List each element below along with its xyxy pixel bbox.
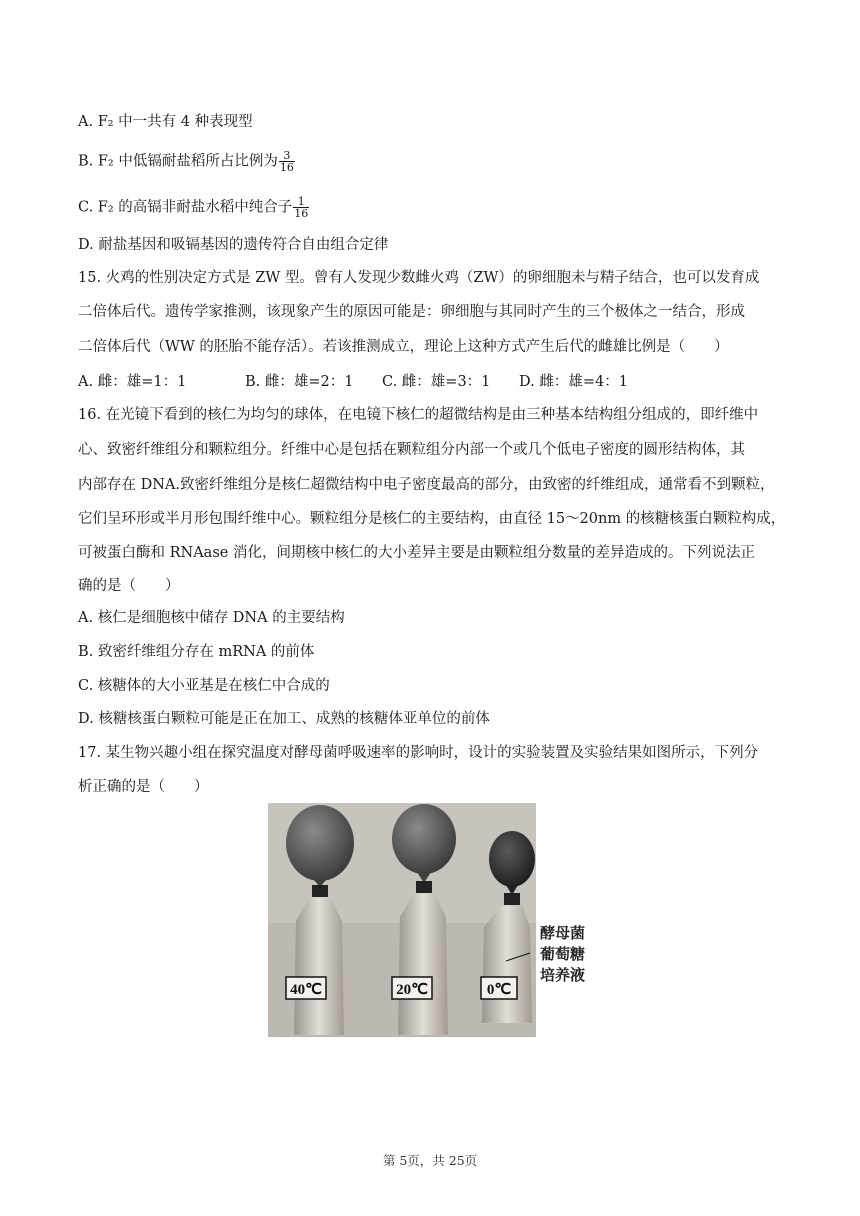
- page-footer: 第 5页，共 25页: [382, 1153, 478, 1168]
- bottle-cap: [504, 893, 520, 905]
- q15-stem-line: 二倍体后代（WW 的胚胎不能存活）。若该推测成立，理论上这种方式产生后代的雌雄比例是（ ）: [78, 339, 729, 355]
- fraction-numerator: 3: [283, 149, 291, 162]
- annotation-line: 酵母菌: [540, 924, 586, 942]
- annotation-line: 葡萄糖: [540, 945, 586, 963]
- temp-label-0c: 0℃: [486, 982, 512, 998]
- q16-stem-line: 确的是（ ）: [78, 578, 180, 594]
- bottle-cap: [312, 885, 328, 897]
- annotation-line: 培养液: [540, 966, 586, 984]
- q16-stem-line: 内部存在 DNA.致密纤维组分是核仁超微结构中电子密度最高的部分，由致密的纤维组成，通常看不到颗粒，: [78, 477, 775, 493]
- q15-option-b: B. 雌：雄=2：1: [245, 374, 354, 390]
- q16-option-c: C. 核糖体的大小亚基是在核仁中合成的: [78, 678, 330, 694]
- q15-stem-line: 二倍体后代。遗传学家推测，该现象产生的原因可能是：卵细胞与其同时产生的三个极体之一结合，形成: [78, 304, 745, 320]
- figure-annotation: [540, 923, 585, 986]
- q14-option-c: [78, 196, 309, 219]
- q15-option-a: A. 雌：雄=1：1: [78, 374, 187, 390]
- q17-stem-line: 17. 某生物兴趣小组在探究温度对酵母菌呼吸速率的影响时，设计的实验装置及实验结果如图所示，下列分: [78, 745, 759, 761]
- q16-stem-line: 可被蛋白酶和 RNAase 消化，间期核中核仁的大小差异主要是由颗粒组分数量的差异造成的。下列说法正: [78, 545, 755, 561]
- fraction: [279, 150, 295, 173]
- bottle-20c: [398, 893, 448, 1035]
- q14-option-b: [78, 150, 295, 173]
- experiment-photo: [268, 803, 536, 1037]
- q16-stem-line: 心、致密纤维组分和颗粒组分。纤维中心是包括在颗粒组分内部一个或几个低电子密度的圆形结构体，其: [78, 442, 745, 458]
- q16-option-b: B. 致密纤维组分存在 mRNA 的前体: [78, 644, 315, 660]
- q14-option-b-text: B. F₂ 中低镉耐盐稻所占比例为: [78, 153, 278, 170]
- q16-option-d: D. 核糖核蛋白颗粒可能是正在加工、成熟的核糖体亚单位的前体: [78, 711, 490, 727]
- q15-option-c: C. 雌：雄=3：1: [382, 374, 491, 390]
- q14-option-c-text: C. F₂ 的高镉非耐盐水稻中纯合子: [78, 199, 293, 216]
- experiment-illustration: [268, 803, 536, 1037]
- bottle-0c: [482, 905, 532, 1023]
- q14-option-a: A. F₂ 中一共有 4 种表现型: [78, 114, 253, 130]
- fraction-denominator: 16: [279, 161, 294, 174]
- temp-label-20c: 20℃: [396, 982, 428, 998]
- q16-option-a: A. 核仁是细胞核中储存 DNA 的主要结构: [78, 610, 345, 626]
- q15-option-d: D. 雌：雄=4：1: [519, 374, 628, 390]
- fraction-numerator: 1: [297, 195, 305, 208]
- balloon-20c: [392, 804, 456, 874]
- q15-stem-line: 15. 火鸡的性别决定方式是 ZW 型。曾有人发现少数雌火鸡（ZW）的卵细胞未与精子结合，也可以发育成: [78, 270, 760, 286]
- q16-stem-line: 它们呈环形或半月形包围纤维中心。颗粒组分是核仁的主要结构，由直径 15～20nm 的核糖核蛋白颗粒构成，: [78, 511, 786, 527]
- fraction: [293, 196, 309, 219]
- q15-options: [78, 372, 628, 392]
- q17-stem-line: 析正确的是（ ）: [78, 779, 209, 795]
- balloon-40c: [286, 805, 354, 881]
- balloon-0c: [489, 831, 535, 887]
- q16-stem-line: 16. 在光镜下看到的核仁为均匀的球体，在电镜下核仁的超微结构是由三种基本结构组分组成的，即纤维中: [78, 407, 759, 423]
- temp-label-40c: 40℃: [290, 982, 322, 998]
- bottle-40c: [294, 897, 344, 1035]
- bottle-cap: [416, 881, 432, 893]
- q14-option-d: D. 耐盐基因和吸镉基因的遗传符合自由组合定律: [78, 237, 389, 253]
- fraction-denominator: 16: [294, 207, 309, 220]
